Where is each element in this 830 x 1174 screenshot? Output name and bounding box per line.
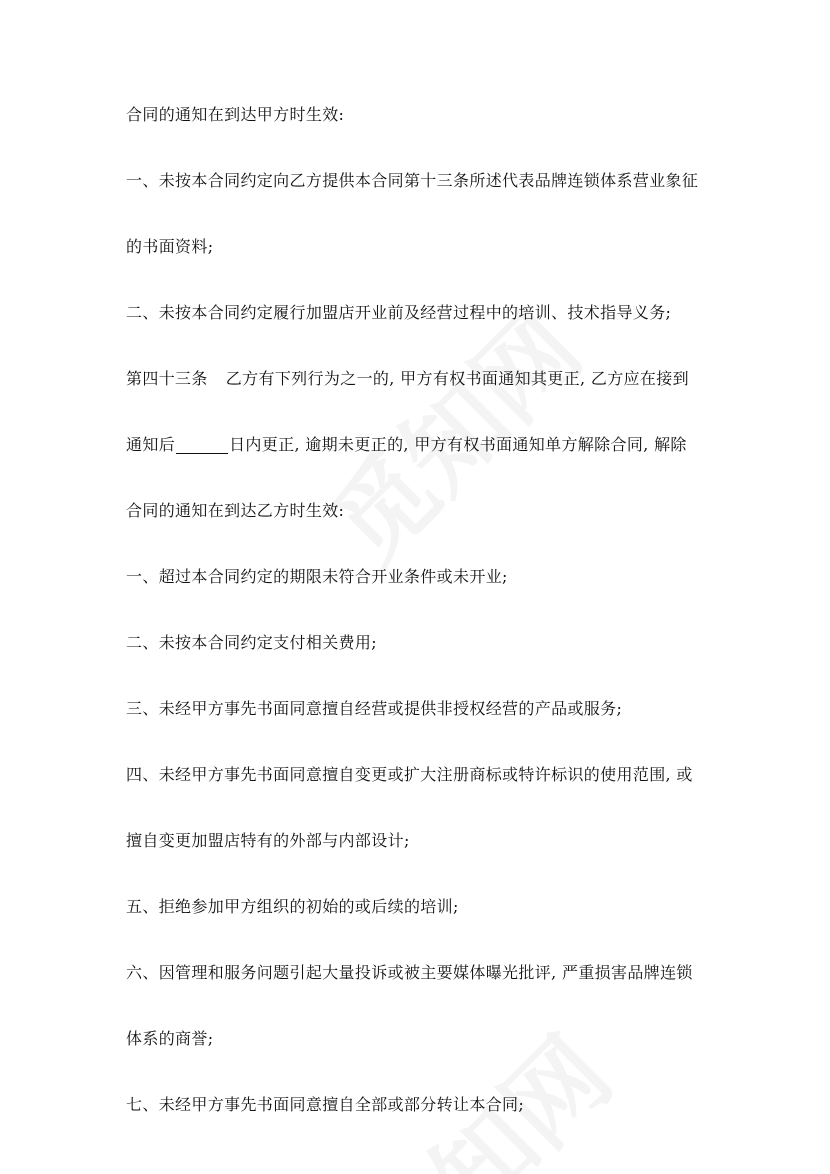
line-text: 四、未经甲方事先书面同意擅自变更或扩大注册商标或特许标识的使用范围, 或	[126, 765, 693, 784]
text-line	[126, 563, 726, 629]
text-line	[126, 167, 726, 233]
text-line	[126, 959, 726, 1025]
text-line	[126, 101, 726, 167]
article-43-line	[126, 365, 726, 431]
line-text: 六、因管理和服务问题引起大量投诉或被主要媒体曝光批评, 严重损害品牌连锁	[126, 963, 693, 982]
line-text: 擅自变更加盟店特有的外部与内部设计;	[126, 831, 410, 850]
line-text: 七、未经甲方事先书面同意擅自全部或部分转让本合同;	[126, 1095, 525, 1114]
line-text: 的书面资料;	[126, 237, 214, 256]
line-text: 通知后	[126, 435, 176, 454]
line-text: 合同的通知在到达甲方时生效:	[126, 105, 345, 124]
line-text: 二、未按本合同约定支付相关费用;	[126, 633, 377, 652]
line-text: 一、超过本合同约定的期限未符合开业条件或未开业;	[126, 567, 508, 586]
text-line	[126, 1025, 726, 1091]
line-text: 合同的通知在到达乙方时生效:	[126, 501, 345, 520]
text-line	[126, 233, 726, 299]
text-line	[126, 497, 726, 563]
article-number: 第四十三条	[126, 369, 208, 388]
fill-in-blank	[176, 435, 228, 454]
text-line	[126, 695, 726, 761]
text-line	[126, 1091, 726, 1157]
line-text: 二、未按本合同约定履行加盟店开业前及经营过程中的培训、技术指导义务;	[126, 303, 672, 322]
text-line	[126, 761, 726, 827]
line-text: 五、拒绝参加甲方组织的初始的或后续的培训;	[126, 897, 459, 916]
line-text: 三、未经甲方事先书面同意擅自经营或提供非授权经营的产品或服务;	[126, 699, 623, 718]
text-line	[126, 893, 726, 959]
contract-text	[126, 101, 726, 1157]
line-text: 日内更正, 逾期未更正的, 甲方有权书面通知单方解除合同, 解除	[229, 435, 687, 454]
line-text: 乙方有下列行为之一的, 甲方有权书面通知其更正, 乙方应在接到	[225, 369, 689, 388]
text-line	[126, 299, 726, 365]
text-line-with-blank	[126, 431, 726, 497]
text-line	[126, 629, 726, 695]
line-text: 体系的商誉;	[126, 1029, 214, 1048]
text-line	[126, 827, 726, 893]
line-text: 一、未按本合同约定向乙方提供本合同第十三条所述代表品牌连锁体系营业象征	[126, 171, 699, 190]
